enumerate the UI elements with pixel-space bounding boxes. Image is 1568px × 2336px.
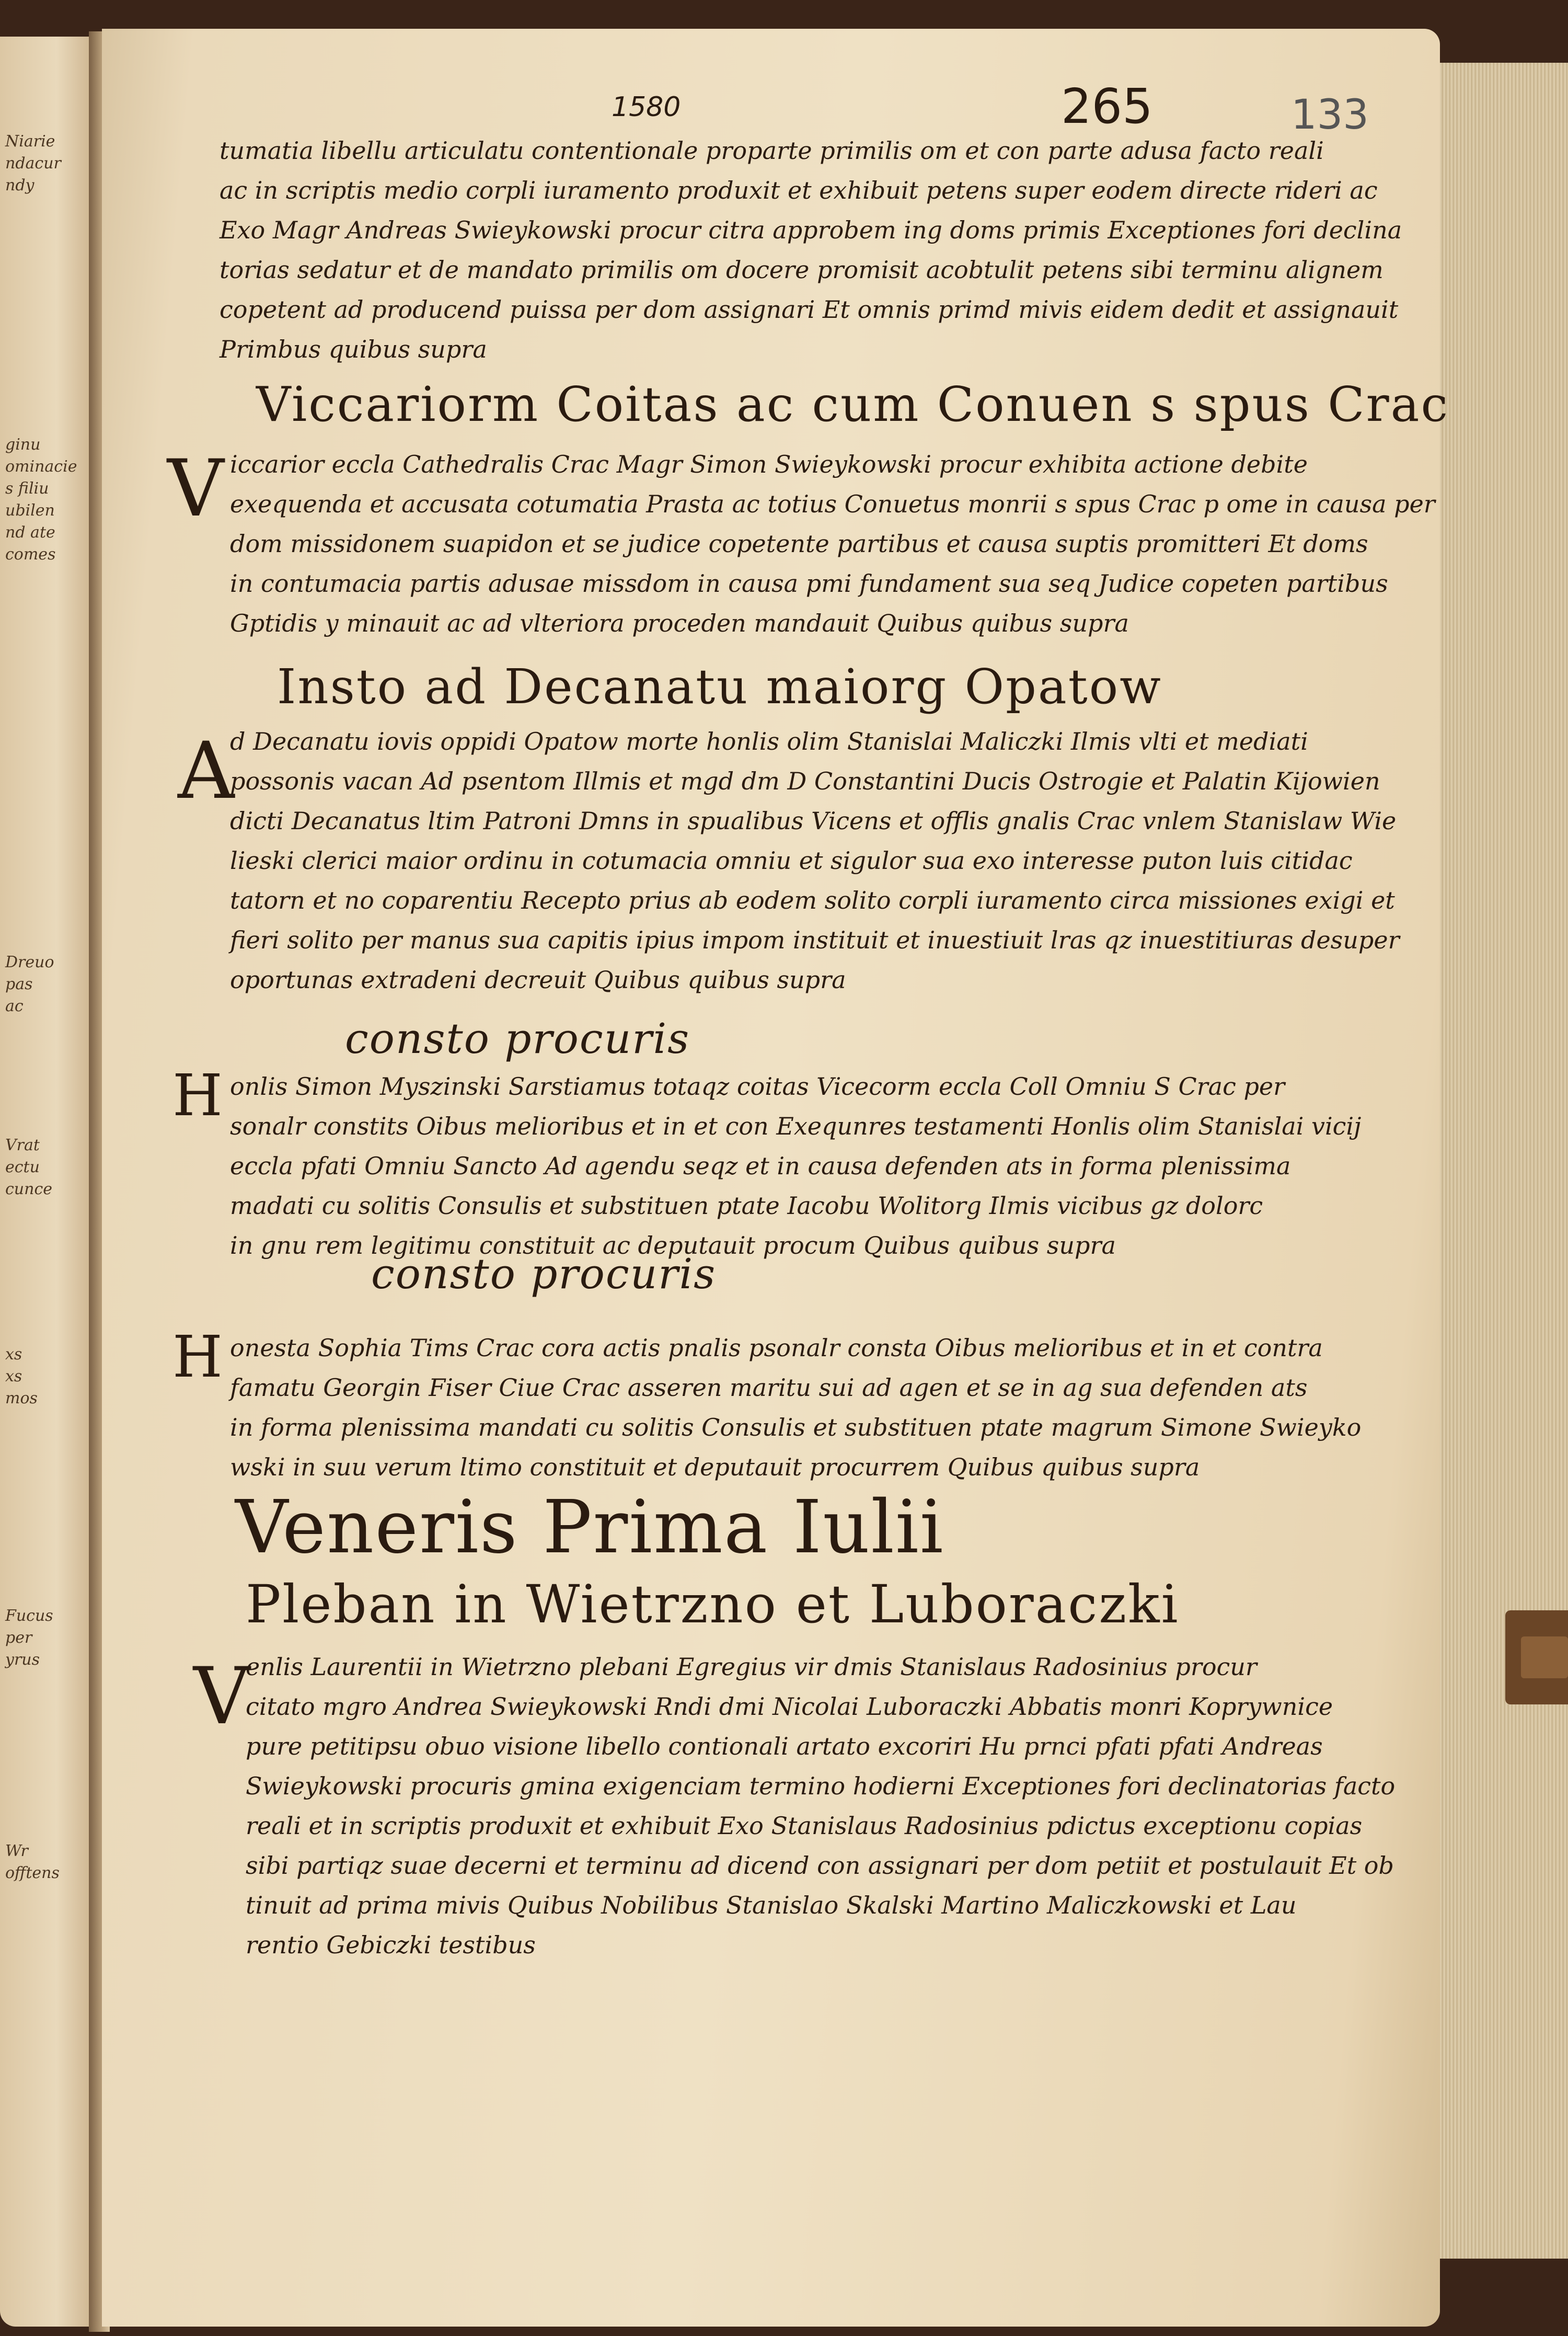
text-line: copetent ad producend puissa per dom assignari Et omnis primd mivis eidem dedit et assignauit xyxy=(220,295,1399,324)
margin-note: Niarie xyxy=(5,132,55,151)
text-line: Exo Magr Andreas Swieykowski procur citra approbem ing doms primis Exceptiones fori declina xyxy=(220,216,1402,244)
margin-note: ectu xyxy=(5,1158,40,1176)
text-line: onlis Simon Myszinski Sarstiamus totaqz coitas Vicecorm eccla Coll Omniu S Crac per xyxy=(230,1072,1285,1101)
text-line: possonis vacan Ad psentom Illmis et mgd dm D Constantini Ducis Ostrogie et Palatin Kijowien xyxy=(230,767,1380,795)
margin-note: ac xyxy=(5,997,24,1015)
entry-heading: Insto ad Decanatu maiorg Opatow xyxy=(277,659,1162,715)
text-line: in gnu rem legitimu constituit ac deputauit procum Quibus quibus supra xyxy=(230,1231,1116,1259)
text-line: ac in scriptis medio corpli iuramento produxit et exhibuit petens super eodem directe rideri ac xyxy=(220,176,1378,204)
text-line: torias sedatur et de mandato primilis om docere promisit acobtulit petens sibi terminu alignem xyxy=(220,256,1383,284)
old-folio-number: 133 xyxy=(1291,91,1369,139)
margin-notes xyxy=(5,952,89,1017)
text-line: oportunas extradeni decreuit Quibus quibus supra xyxy=(230,966,846,994)
entry-text xyxy=(230,1328,1474,1487)
text-line: reali et in scriptis produxit et exhibuit Exo Stanislaus Radosinius pdictus exceptionu copias xyxy=(246,1812,1363,1840)
margin-note: ndacur xyxy=(5,154,61,173)
margin-notes xyxy=(5,131,89,197)
margin-note: Vrat xyxy=(5,1136,40,1154)
text-line: dicti Decanatus ltim Patroni Dmns in spualibus Vicens et offlis gnalis Crac vnlem Stanislaw Wie xyxy=(230,807,1397,835)
initial-letter: H xyxy=(172,1323,223,1390)
page-year: 1580 xyxy=(612,91,681,123)
margin-note: cunce xyxy=(5,1180,52,1198)
text-line: citato mgro Andrea Swieykowski Rndi dmi Nicolai Luboraczki Abbatis monri Koprywnice xyxy=(246,1692,1333,1721)
initial-letter: H xyxy=(172,1062,223,1129)
clasp-tab xyxy=(1521,1636,1568,1678)
margin-note: mos xyxy=(5,1389,38,1407)
entry-heading: consto procuris xyxy=(345,1014,690,1063)
margin-notes xyxy=(5,434,89,566)
facing-page-edge xyxy=(0,37,94,2327)
text-line: Primbus quibus supra xyxy=(220,335,487,363)
initial-letter: V xyxy=(193,1651,250,1742)
text-line: tinuit ad prima mivis Quibus Nobilibus Stanislao Skalski Martino Maliczkowski et Lau xyxy=(246,1891,1297,1919)
margin-note: comes xyxy=(5,545,56,564)
entry-text xyxy=(230,722,1474,1000)
entry-text xyxy=(230,1067,1474,1265)
text-line: tatorn et no coparentiu Recepto prius ab eodem solito corpli iuramento circa missiones exigi et xyxy=(230,886,1395,914)
margin-note: ginu xyxy=(5,436,41,454)
margin-note: xs xyxy=(5,1367,22,1385)
text-line: dom missidonem suapidon et se judice copetente partibus et causa suptis promitteri Et doms xyxy=(230,530,1368,558)
margin-note: ndy xyxy=(5,176,34,194)
text-line: Swieykowski procuris gmina exigenciam termino hodierni Exceptiones fori declinatorias facto xyxy=(246,1772,1396,1800)
initial-letter: A xyxy=(178,726,235,817)
text-line: exequenda et accusata cotumatia Prasta ac totius Conuetus monrii s spus Crac p ome in causa per xyxy=(230,490,1435,518)
text-line: Gptidis y minauit ac ad vlteriora proceden mandauit Quibus quibus supra xyxy=(230,609,1129,637)
margin-note: xs xyxy=(5,1345,22,1364)
text-line: madati cu solitis Consulis et substituen ptate Iacobu Wolitorg Ilmis vicibus gz dolorc xyxy=(230,1192,1263,1220)
margin-note: offtens xyxy=(5,1864,60,1882)
text-line: sonalr constits Oibus melioribus et in et con Exequnres testamenti Honlis olim Stanislai vicij xyxy=(230,1112,1362,1140)
margin-note: Fucus xyxy=(5,1607,53,1625)
margin-note: Dreuo xyxy=(5,953,54,971)
text-line: in forma plenissima mandati cu solitis Consulis et substituen ptate magrum Simone Swieyko xyxy=(230,1413,1362,1441)
margin-note: yrus xyxy=(5,1651,40,1669)
margin-notes xyxy=(5,1135,89,1200)
entry-text xyxy=(220,131,1463,369)
text-line: wski in suu verum ltimo constituit et deputauit procurrem Quibus quibus supra xyxy=(230,1453,1200,1481)
date-heading: Veneris Prima Iulii xyxy=(235,1485,944,1570)
text-line: lieski clerici maior ordinu in cotumacia omniu et sigulor sua exo interesse puton luis citidac xyxy=(230,846,1353,875)
margin-note: ominacie xyxy=(5,457,77,476)
margin-note: s filiu xyxy=(5,479,49,498)
folio-number: 265 xyxy=(1061,78,1153,134)
margin-note: Wr xyxy=(5,1842,28,1860)
entry-text xyxy=(246,1647,1490,1965)
margin-note: nd ate xyxy=(5,523,55,542)
text-line: fieri solito per manus sua capitis ipius impom instituit et inuestiuit lras qz inuestitiuras desuper xyxy=(230,926,1400,954)
text-line: d Decanatu iovis oppidi Opatow morte honlis olim Stanislai Maliczki Ilmis vlti et mediati xyxy=(230,727,1308,755)
entry-heading: Viccariorm Coitas ac cum Conuen s spus Crac xyxy=(256,376,1450,432)
margin-note: per xyxy=(5,1629,32,1647)
text-line: enlis Laurentii in Wietrzno plebani Egregius vir dmis Stanislaus Radosinius procur xyxy=(246,1653,1257,1681)
text-line: rentio Gebiczki testibus xyxy=(246,1931,536,1959)
entry-heading: Pleban in Wietrzno et Luboraczki xyxy=(246,1574,1180,1635)
entry-heading: consto procuris xyxy=(371,1250,717,1298)
text-line: pure petitipsu obuo visione libello contionali artato excoriri Hu prnci pfati pfati Andreas xyxy=(246,1732,1323,1760)
entry-text xyxy=(230,444,1474,643)
initial-letter: V xyxy=(167,443,224,534)
margin-notes xyxy=(5,1840,89,1884)
margin-notes xyxy=(5,1605,89,1671)
text-line: eccla pfati Omniu Sancto Ad agendu seqz et in causa defenden ats in forma plenissima xyxy=(230,1152,1291,1180)
text-line: tumatia libellu articulatu contentionale proparte primilis om et con parte adusa facto reali xyxy=(220,136,1324,165)
text-line: famatu Georgin Fiser Ciue Crac asseren maritu sui ad agen et se in ag sua defenden ats xyxy=(230,1373,1308,1402)
margin-note: ubilen xyxy=(5,501,55,520)
margin-note: pas xyxy=(5,975,33,993)
text-line: in contumacia partis adusae missdom in causa pmi fundament sua seq Judice copeten partibus xyxy=(230,569,1388,598)
text-line: iccarior eccla Cathedralis Crac Magr Simon Swieykowski procur exhibita actione debite xyxy=(230,450,1308,478)
text-line: onesta Sophia Tims Crac cora actis pnalis psonalr consta Oibus melioribus et in et contra xyxy=(230,1334,1323,1362)
margin-notes xyxy=(5,1344,89,1410)
text-line: sibi partiqz suae decerni et terminu ad dicend con assignari per dom petiit et postulauit Et ob xyxy=(246,1851,1394,1880)
